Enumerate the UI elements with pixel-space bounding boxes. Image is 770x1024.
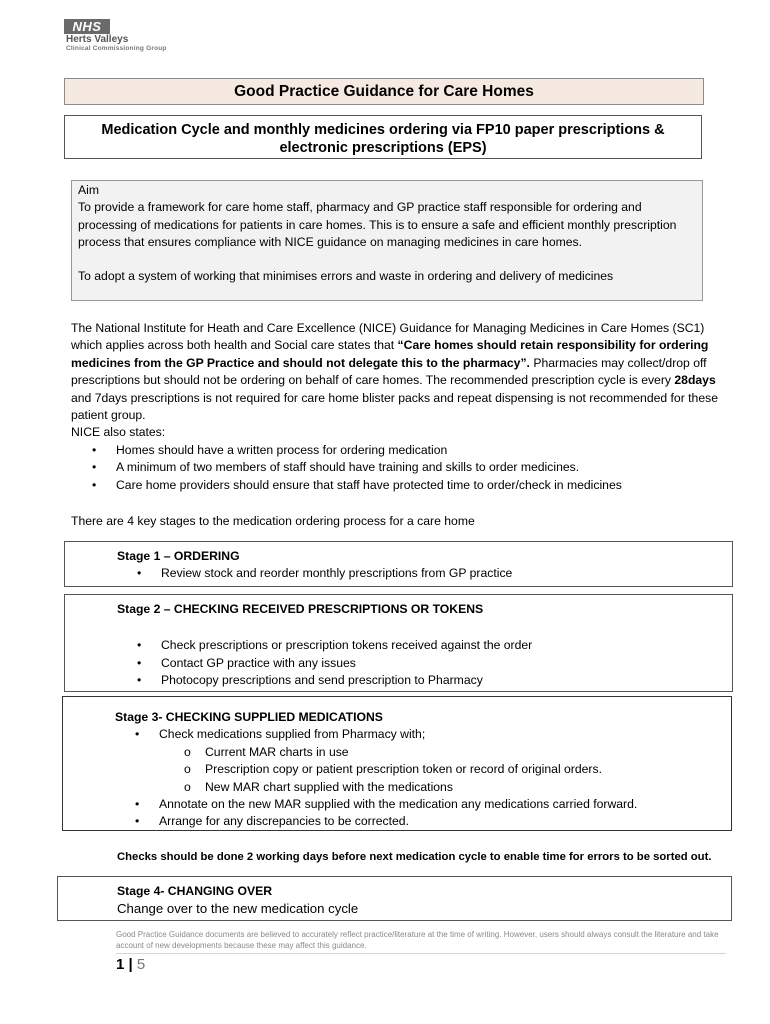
stage-3-list — [63, 726, 731, 743]
footer-disclaimer: Good Practice Guidance documents are believed to accurately reflect practice/literature at the time of writing. However, users should always consult the literature and take account of new developments because these may affect this guidance. — [116, 930, 719, 950]
list-item: • Contact GP practice with any issues — [65, 655, 732, 672]
nice-bullet-list — [71, 442, 721, 494]
stage-3-list-continued — [63, 796, 731, 831]
intro-text-2: Pharmacies may collect/drop off prescriptions but should not be ordering on behalf of care homes. The recommended prescription cycle is every — [71, 355, 707, 388]
nice-intro-paragraph — [71, 320, 721, 424]
intro-bold-days: 28days — [674, 373, 716, 388]
list-item: • Check prescriptions or prescription tokens received against the order — [65, 637, 732, 654]
list-item: o New MAR chart supplied with the medications — [63, 779, 731, 796]
stage-1-box — [64, 541, 733, 587]
page-total: 5 — [136, 956, 146, 973]
checks-note: Checks should be done 2 working days before next medication cycle to enable time for errors to be sorted out. — [117, 851, 712, 863]
list-item: • Check medications supplied from Pharmacy with; — [63, 726, 731, 743]
nhs-logo-mark: NHS — [64, 19, 110, 34]
nhs-logo — [64, 19, 264, 55]
page-current: 1 — [116, 956, 125, 973]
document-subtitle — [64, 115, 702, 159]
four-stages-intro: There are 4 key stages to the medication ordering process for a care home — [71, 514, 475, 528]
aim-paragraph-2: To adopt a system of working that minimises errors and waste in ordering and delivery of medicines — [78, 269, 614, 284]
footer-divider — [116, 953, 726, 954]
list-item: o Current MAR charts in use — [63, 744, 731, 761]
stage-2-list — [65, 637, 732, 689]
nice-intro — [71, 320, 721, 494]
stage-3-title: Stage 3- CHECKING SUPPLIED MEDICATIONS — [115, 710, 383, 724]
page-separator: | — [124, 956, 137, 973]
list-item: • Annotate on the new MAR supplied with the medication any medications carried forward. — [63, 796, 731, 813]
list-item: • Photocopy prescriptions and send prescription to Pharmacy — [65, 672, 732, 689]
stage-1-title: Stage 1 – ORDERING — [117, 549, 240, 563]
stage-1-list — [65, 565, 732, 582]
list-item: • A minimum of two members of staff should have training and skills to order medicines. — [71, 459, 721, 476]
list-item: o Prescription copy or patient prescription token or record of original orders. — [63, 761, 731, 778]
stage-2-box — [64, 594, 733, 692]
list-item: • Review stock and reorder monthly prescriptions from GP practice — [65, 565, 732, 582]
aim-box — [71, 180, 703, 301]
logo-org-name: Herts Valleys — [66, 34, 129, 45]
subtitle-line-1: Medication Cycle and monthly medicines ordering via FP10 paper prescriptions & — [101, 122, 665, 138]
stage-3-box — [62, 696, 732, 831]
intro-text-3: and 7days prescriptions is not required for care home blister packs and repeat dispensing is not recommended for these patient group. — [71, 390, 718, 423]
aim-heading: Aim — [78, 183, 99, 197]
stage-4-description: Change over to the new medication cycle — [117, 901, 359, 917]
nice-also-states: NICE also states: — [71, 425, 166, 440]
list-item: • Homes should have a written process for ordering medication — [71, 442, 721, 459]
page-number — [116, 956, 145, 974]
stage-4-box — [57, 876, 732, 921]
subtitle-line-2: electronic prescriptions (EPS) — [279, 140, 487, 156]
document-title: Good Practice Guidance for Care Homes — [64, 78, 704, 105]
intro-bold-quote: “Care homes should retain responsibility for ordering medicines from the GP Practice and should not delegate this to the pharmacy”. — [71, 338, 709, 370]
stage-4-title: Stage 4- CHANGING OVER — [117, 884, 273, 898]
intro-text-1: The National Institute for Heath and Care Excellence (NICE) Guidance for Managing Medicines in Care Homes (SC1) which applies across both health and Social care states that — [71, 321, 705, 353]
list-item: • Care home providers should ensure that staff have protected time to order/check in medicines — [71, 477, 721, 494]
aim-paragraph-1: To provide a framework for care home staff, pharmacy and GP practice staff responsible for ordering and processing of medications for patients in care homes. This is to ensure a safe and efficient monthly prescription process that ensures compliance with NICE guidance on managing medicines in care homes. — [78, 200, 677, 249]
list-item: • Arrange for any discrepancies to be corrected. — [63, 813, 731, 830]
stage-2-title: Stage 2 – CHECKING RECEIVED PRESCRIPTIONS OR TOKENS — [117, 602, 484, 616]
stage-3-sub-list — [63, 744, 731, 796]
logo-org-subtitle: Clinical Commissioning Group — [66, 45, 167, 52]
